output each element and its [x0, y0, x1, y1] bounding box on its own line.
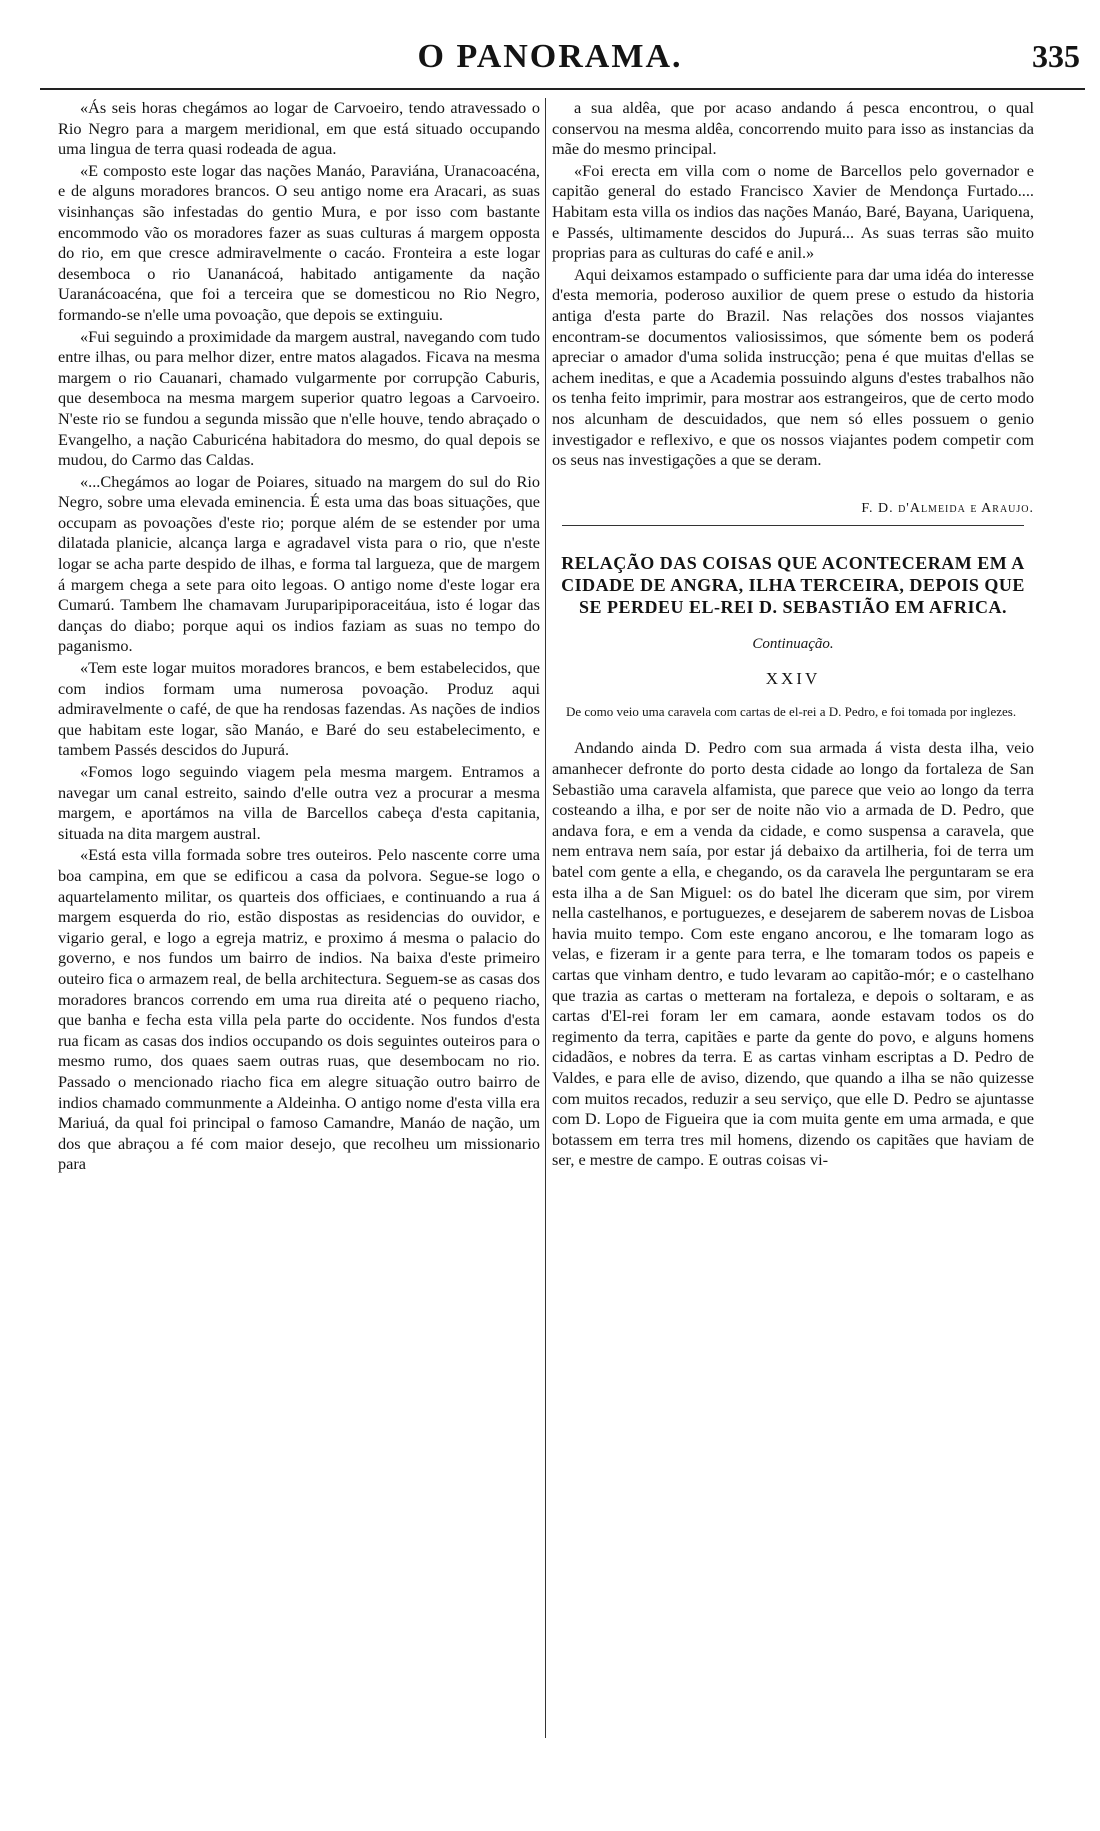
page-header — [0, 28, 1100, 88]
section-separator — [562, 525, 1024, 526]
chapter-number: XXIV — [765, 668, 821, 688]
header-rule — [40, 88, 1085, 90]
author-signature: F. D. d'Almeida e Araujo. — [861, 500, 1034, 516]
article-heading: RELAÇÃO DAS COISAS QUE ACONTECERAM EM A CIDADE DE ANGRA, ILHA TERCEIRA, DEPOIS QUE SE PERDEU EL-REI D. SEBASTIÃO EM AFRICA. — [561, 553, 1025, 618]
paragraph: Andando ainda D. Pedro com sua armada á vista desta ilha, veio amanhecer defronte do porto desta cidade ao longo da fortaleza de San Sebastião uma caravela alfamista, que parece que veio ao longo da terra costeando a ilha, e por ser de noite não vio a armada de D. Pedro, que andava fora, e em a venda da cidade, e como suspensa a caravela, que nem entrava nem saía, por estar já debaixo da artilheria, foi de terra um batel com gente a ella, e chegando, os da caravela lhe perguntaram se era esta ilha a de San Miguel: os do batel lhe diceram que sim, por virem nella castelhanos, e portuguezes, e desejarem de saberem novas de Lisboa havia muito tempo. Com este engano ancorou, e lhe tomaram logo as velas, e fizeram ir a gente para terra, e lhe tomaram todos os papeis e cartas que vinham dentro, e tudo levaram ao capitão-mór; e o castelhano que trazia as cartas o metteram na fortaleza, e depois o soltaram, e as cartas d'El-rei foram ler em camara, aonde estavam todos os do regimento da terra, capitães e parte da gente do povo, e alguns homens cidadãos, e nobres da terra. E as cartas vinham escriptas a D. Pedro de Valdes, e para elle de aviso, dizendo, que quando a ilha se não quizesse com muitos recados, reduzir a seu serviço, que elle D. Pedro se ajuntasse com D. Lopo de Figueira que ia com muita gente em uma armada, e que botassem em terra tres mil homens, dizendo os capitães que haviam de ser, e mestre de campo. E outras coisas vi- — [552, 738, 1034, 1170]
paragraph: «Está esta villa formada sobre tres outeiros. Pelo nascente corre uma boa campina, em que se edificou a casa da polvora. Segue-se logo o aquartelamento militar, os quarteis dos officiaes, e continuando a rua á margem esquerda do rio, estão dispostas as residencias do ouvidor, e vigario geral, e logo a egreja matriz, e proximo á mesma o palacio do governo, e nos fundos um bairro de indios. Na baixa d'este primeiro outeiro fica o armazem real, de bella architectura. Seguem-se as casas dos moradores brancos correndo em uma rua direita até o pequeno riacho, que banha e fecha esta villa pela parte do occidente. Nos fundos d'esta rua ficam as casas dos indios occupando os dois seguintes outeiros para o mesmo rumo, dos quaes saem outras ruas, que desembocam no rio. Passado o mencionado riacho fica em alegre situação outro bairro de indios chamado communmente a Aldeinha. O antigo nome d'esta villa era Mariuá, da qual foi principal o famoso Camandre, Manáo de nação, um dos que abraçou a fé com maior desejo, que recolheu um missionario para — [58, 845, 540, 1174]
right-column — [552, 98, 1034, 1798]
continuation-label: Continuação. — [752, 636, 834, 653]
chapter-summary: De como veio uma caravela com cartas de el-rei a D. Pedro, e foi tomada por inglezes. — [566, 704, 1017, 720]
journal-title: O PANORAMA. — [417, 38, 683, 75]
column-divider — [545, 98, 546, 1738]
paragraph: a sua aldêa, que por acaso andando á pesca encontrou, o qual conservou na mesma aldêa, concorrendo muito para isso as instancias da mãe do mesmo principal. — [552, 98, 1034, 159]
paragraph: «E composto este logar das nações Manáo, Paraviána, Uranacoacéna, e de alguns moradores brancos. O seu antigo nome era Aracari, as suas visinhanças são infestadas do gentio Mura, e por isso com bastante encommodo vão os moradores fazer as suas culturas á margem opposta do rio, em que cresce admiravelmente o cacáo. Fronteira a este logar desemboca o rio Uananácoá, habitado antigamente da nação Uaranácoacéna, que foi a terceira que se domesticou no Rio Negro, formando-se n'elle uma povoação, que depois se extinguiu. — [58, 160, 540, 324]
left-column — [58, 98, 540, 1798]
paragraph: Aqui deixamos estampado o sufficiente para dar uma idéa do interesse d'esta memoria, poderoso auxilior de quem prese o estudo da historia antiga d'esta parte do Brazil. Nas relações dos nossos viajantes encontram-se documentos valiosissimos, que sómente bem os poderá apreciar o amador d'uma solida instrucção; pena é que muitas d'ellas se achem ineditas, e que a Academia possuindo alguns d'estes trabalhos não os tenha feito imprimir, para mostrar aos estrangeiros, que de certo modo nos alcunham de descuidados, que nem só elles possuem o genio investigador e reflexivo, e que os nossos viajantes podem competir com os seus nas investigações a que se deram. — [552, 264, 1034, 470]
paragraph: «Foi erecta em villa com o nome de Barcellos pelo governador e capitão general do estado Francisco Xavier de Mendonça Furtado.... Habitam esta villa os indios das nações Manáo, Baré, Bayana, Uariquena, e Passés, ultimamente descidos do Jupurá... As suas terras são muito proprias para as culturas do café e anil.» — [552, 160, 1034, 263]
paragraph: «...Chegámos ao logar de Poiares, situado na margem do sul do Rio Negro, sobre uma elevada eminencia. É esta uma das boas situações, que occupam as povoações d'este rio; porque além de se estender por uma dilatada planicie, alcança larga e agradavel vista para o rio, que n'este logar se acha parte despido de ilhas, e forma tal largueza, que de margem á margem chega a sete para oito legoas. O antigo nome d'este logar era Cumarú. Tambem lhe chamavam Juruparipiporaceitáua, isto é logar das danças do diabo; porque aqui os indios faziam as suas no tempo do paganismo. — [58, 471, 540, 656]
paragraph: «Ás seis horas chegámos ao logar de Carvoeiro, tendo atravessado o Rio Negro para a margem meridional, em que está situado occupando uma lingua de terra quasi rodeada de agua. — [58, 98, 540, 159]
paragraph: «Fui seguindo a proximidade da margem austral, navegando com tudo entre ilhas, ou para melhor dizer, entre matos alagados. Ficava na mesma margem o rio Cauanari, chamado vulgarmente por corrupção Caburis, que desemboca na mesma margem superior quatro legoas a Carvoeiro. N'este rio se fundou a segunda missão que n'elle houve, tendo abraçado o Evangelho, a nação Caburicéna habitadora do mesmo, do qual depois se mudou, do Carmo das Caldas. — [58, 326, 540, 470]
paragraph: «Fomos logo seguindo viagem pela mesma margem. Entramos a navegar um canal estreito, saindo d'elle outra vez a procurar a mesma margem, e aportámos na villa de Barcellos cabeça d'esta capitania, situada na dita margem austral. — [58, 762, 540, 843]
page-number: 335 — [1032, 38, 1080, 74]
paragraph: «Tem este logar muitos moradores brancos, e bem estabelecidos, que com indios formam uma numerosa povoação. Produz aqui admiravelmente o café, de que ha rendosas fazendas. As nações de indios que habitam este logar, são Manáo, e Baré do seu estabelecimento, e tambem Passés descidos do Jupurá. — [58, 658, 540, 760]
